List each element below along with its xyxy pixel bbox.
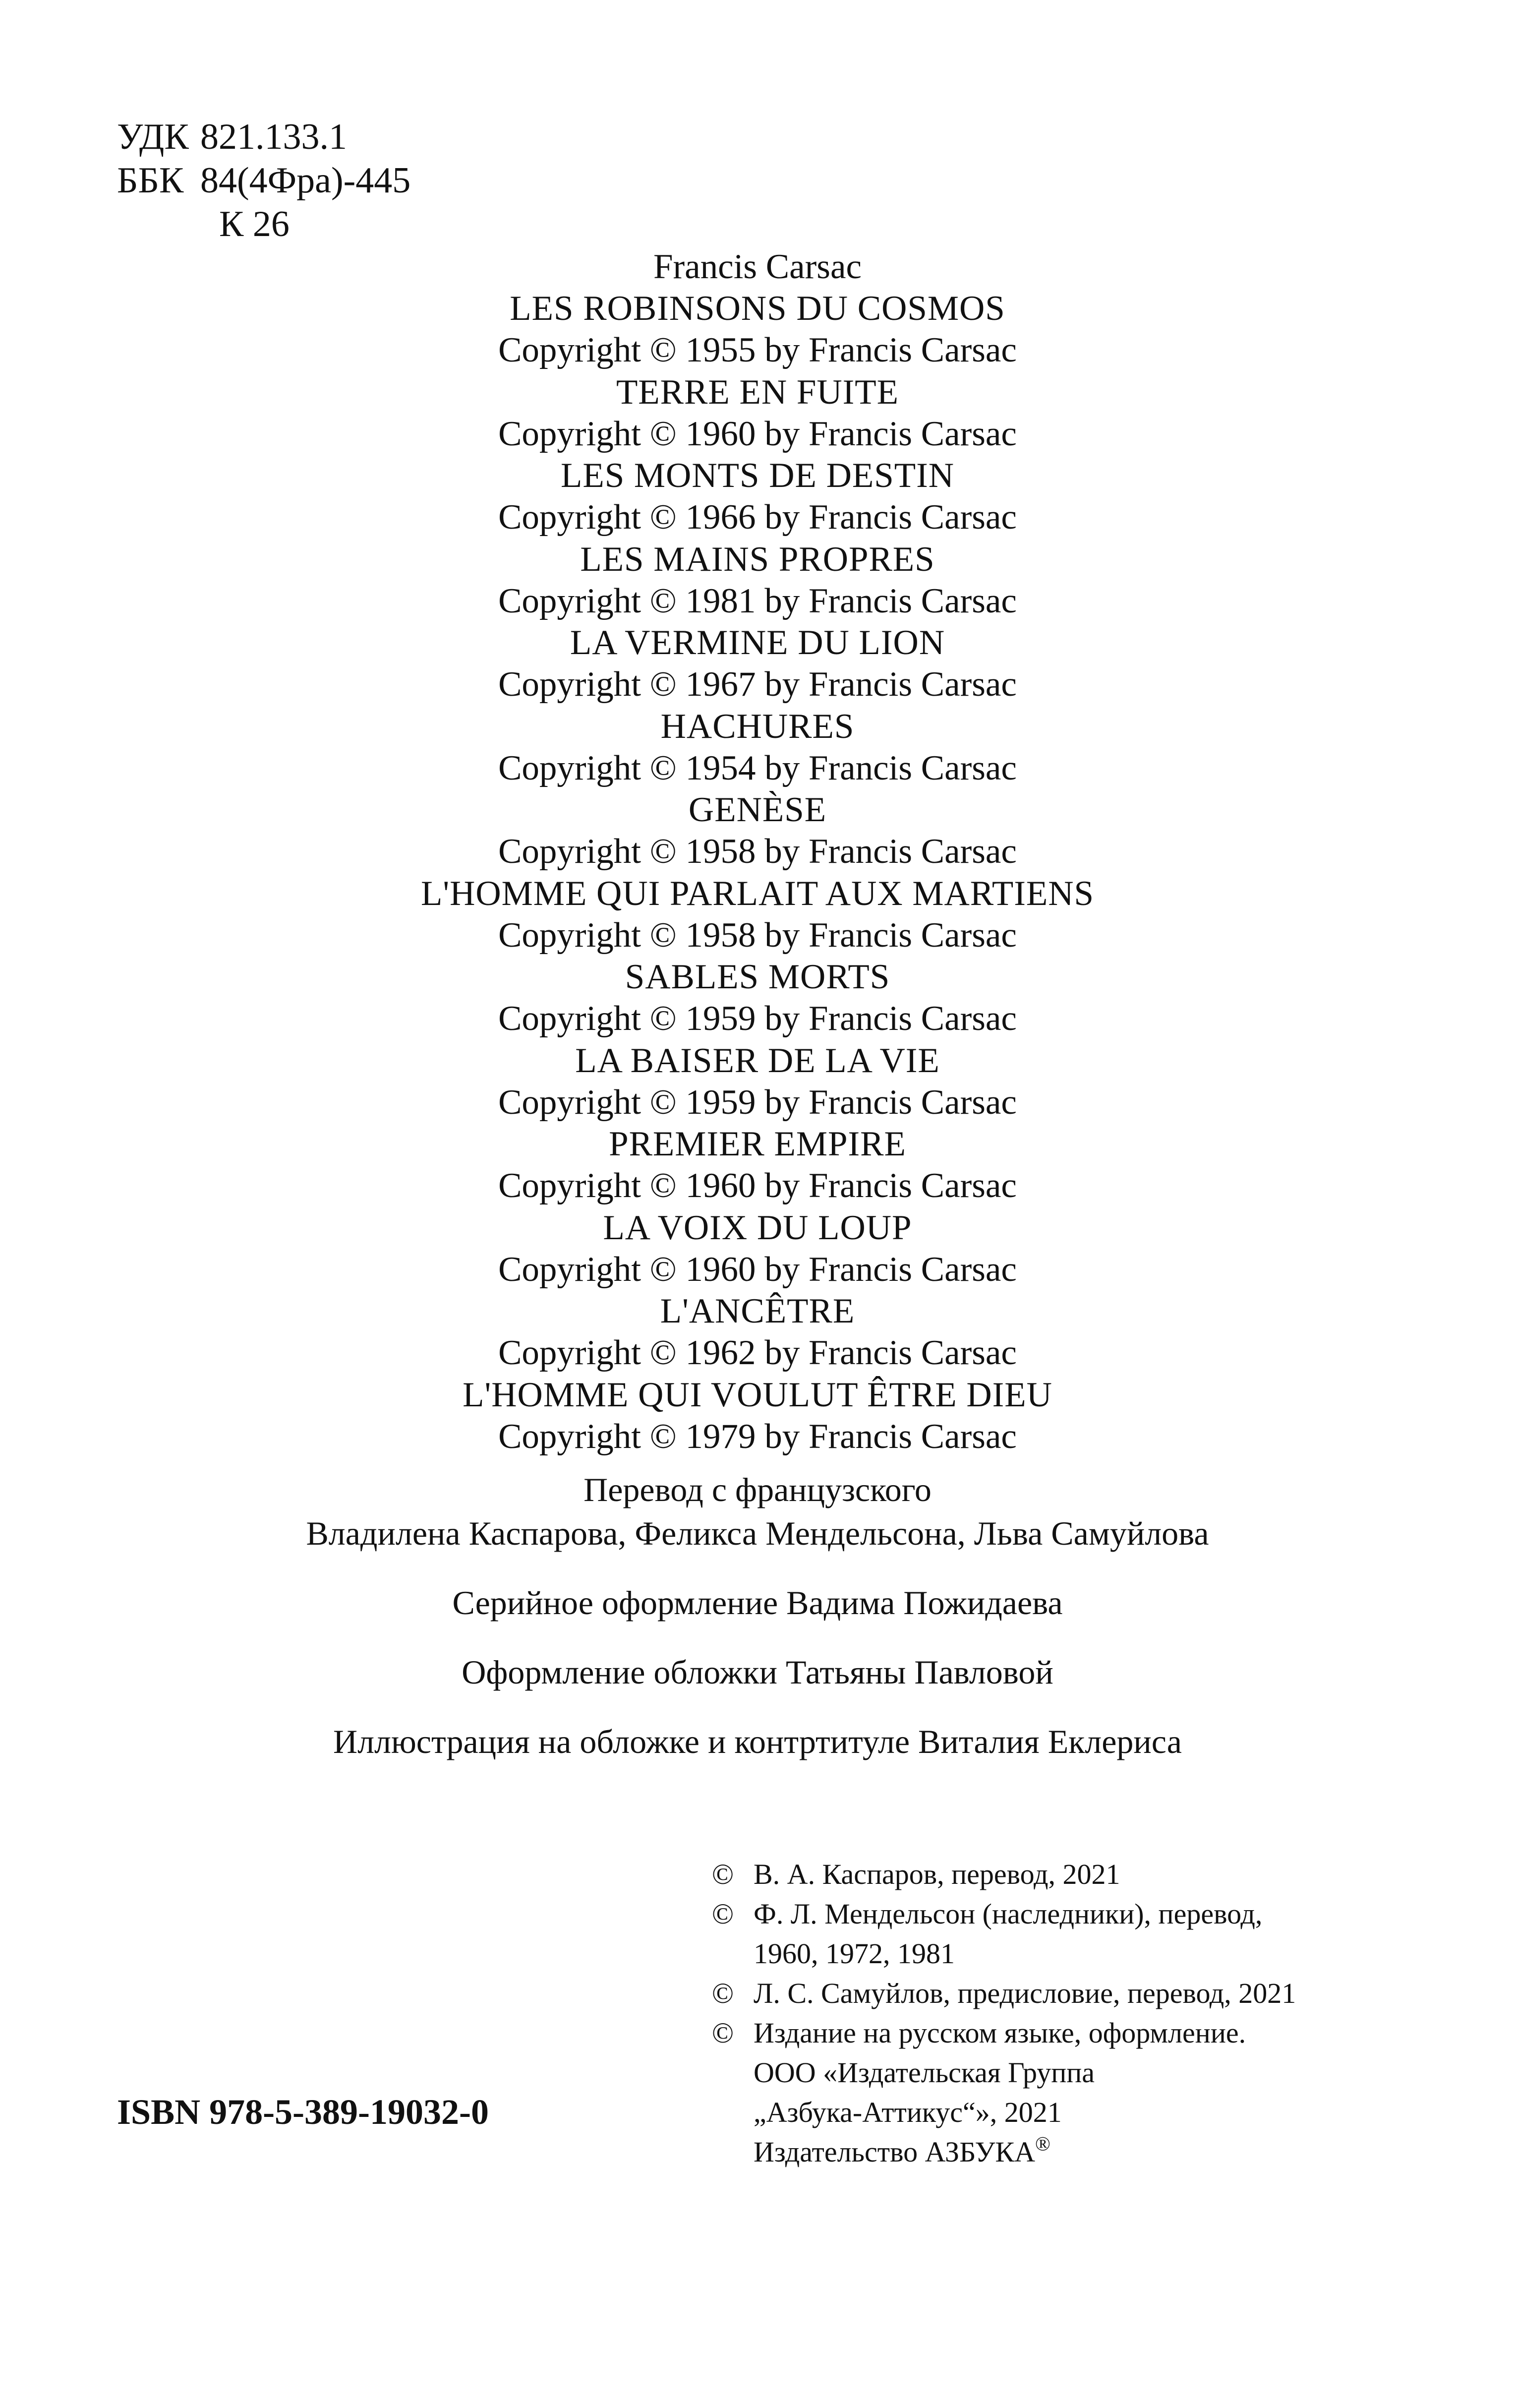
copyright-sign: © [712,1858,734,1890]
copyright-sign: © [712,2017,734,2049]
copyright-text-cont [754,2132,1296,2172]
copyright-notices [712,1855,1296,2172]
udk-value: 821.133.1 [200,117,347,157]
bbk-row [117,159,410,202]
copyright-text-cont: 1960, 1972, 1981 [754,1937,955,1970]
work-copyright: Copyright © 1967 by Francis Carsac [498,665,1017,704]
bbk-label: ББК [117,160,184,201]
work-title: LA VERMINE DU LION [570,623,945,662]
copyright-entry-translator-mendelson [712,1894,1296,1974]
work-copyright: Copyright © 1958 by Francis Carsac [498,915,1017,955]
illustration-credit: Иллюстрация на обложке и контртитуле Виталия Еклериса [333,1723,1182,1760]
credits-block [0,1468,1515,1763]
work-copyright: Copyright © 1979 by Francis Carsac [498,1417,1017,1456]
work-copyright: Copyright © 1960 by Francis Carsac [498,1250,1017,1289]
author-mark: К 26 [219,204,290,244]
copyright-text: Издание на русском языке, оформление. [754,2017,1246,2049]
publisher-name: Издательство АЗБУКА [754,2136,1035,2168]
work-copyright: Copyright © 1981 by Francis Carsac [498,581,1017,620]
work-title: L'HOMME QUI PARLAIT AUX MARTIENS [420,874,1095,913]
registered-mark: ® [1035,2132,1050,2155]
work-title: TERRE EN FUITE [616,372,899,412]
work-title: GENÈSE [688,790,827,829]
original-author: Francis Carsac [653,247,862,286]
work-title: LA BAISER DE LA VIE [575,1041,940,1080]
work-title: L'HOMME QUI VOULUT ÊTRE DIEU [463,1375,1052,1414]
work-title: SABLES MORTS [625,958,890,996]
work-copyright: Copyright © 1960 by Francis Carsac [498,1166,1017,1205]
work-title: PREMIER EMPIRE [609,1125,906,1163]
copyright-text-cont: „Азбука-Аттикус“», 2021 [754,2096,1062,2128]
translation-credit-line1: Перевод с французского [583,1471,932,1508]
copyright-entry-publisher [712,2013,1296,2172]
work-copyright: Copyright © 1959 by Francis Carsac [498,1083,1017,1122]
work-copyright: Copyright © 1958 by Francis Carsac [498,832,1017,871]
udk-label: УДК [117,117,189,157]
work-title: LA VOIX DU LOUP [603,1208,912,1247]
copyright-text: Ф. Л. Мендельсон (наследники), перевод, [754,1898,1263,1930]
cover-design-credit: Оформление обложки Татьяны Павловой [462,1653,1053,1691]
original-works-list [0,246,1515,1457]
work-copyright: Copyright © 1954 by Francis Carsac [498,748,1017,787]
copyright-text-cont: ООО «Издательская Группа [754,2056,1095,2089]
copyright-entry-translator-samuylov [712,1974,1296,2013]
udk-row [117,115,410,159]
work-title: LES MAINS PROPRES [580,540,935,579]
series-design-credit: Серийное оформление Вадима Пожидаева [452,1584,1063,1622]
copyright-text: В. А. Каспаров, перевод, 2021 [754,1858,1120,1890]
work-copyright: Copyright © 1960 by Francis Carsac [498,414,1017,453]
copyright-text: Л. С. Самуйлов, предисловие, перевод, 2021 [754,1977,1296,2009]
copyright-sign: © [712,1898,734,1930]
classification-block [117,115,410,246]
work-title: L'ANCÊTRE [660,1292,855,1330]
work-title: LES MONTS DE DESTIN [560,456,955,495]
isbn: ISBN 978-5-389-19032-0 [117,2092,489,2132]
work-copyright: Copyright © 1959 by Francis Carsac [498,999,1017,1038]
work-copyright: Copyright © 1955 by Francis Carsac [498,331,1017,369]
copyright-entry-translator-kasparov [712,1855,1296,1894]
work-copyright: Copyright © 1966 by Francis Carsac [498,498,1017,537]
works-container [0,288,1515,1457]
translation-credit-line2: Владилена Каспарова, Феликса Мендельсона, Льва Самуйлова [306,1514,1209,1552]
copyright-sign: © [712,1977,734,2009]
work-title: LES ROBINSONS DU COSMOS [510,289,1005,328]
work-title: HACHURES [660,707,855,746]
bbk-value: 84(4Фра)-445 [200,160,411,201]
work-copyright: Copyright © 1962 by Francis Carsac [498,1333,1017,1372]
